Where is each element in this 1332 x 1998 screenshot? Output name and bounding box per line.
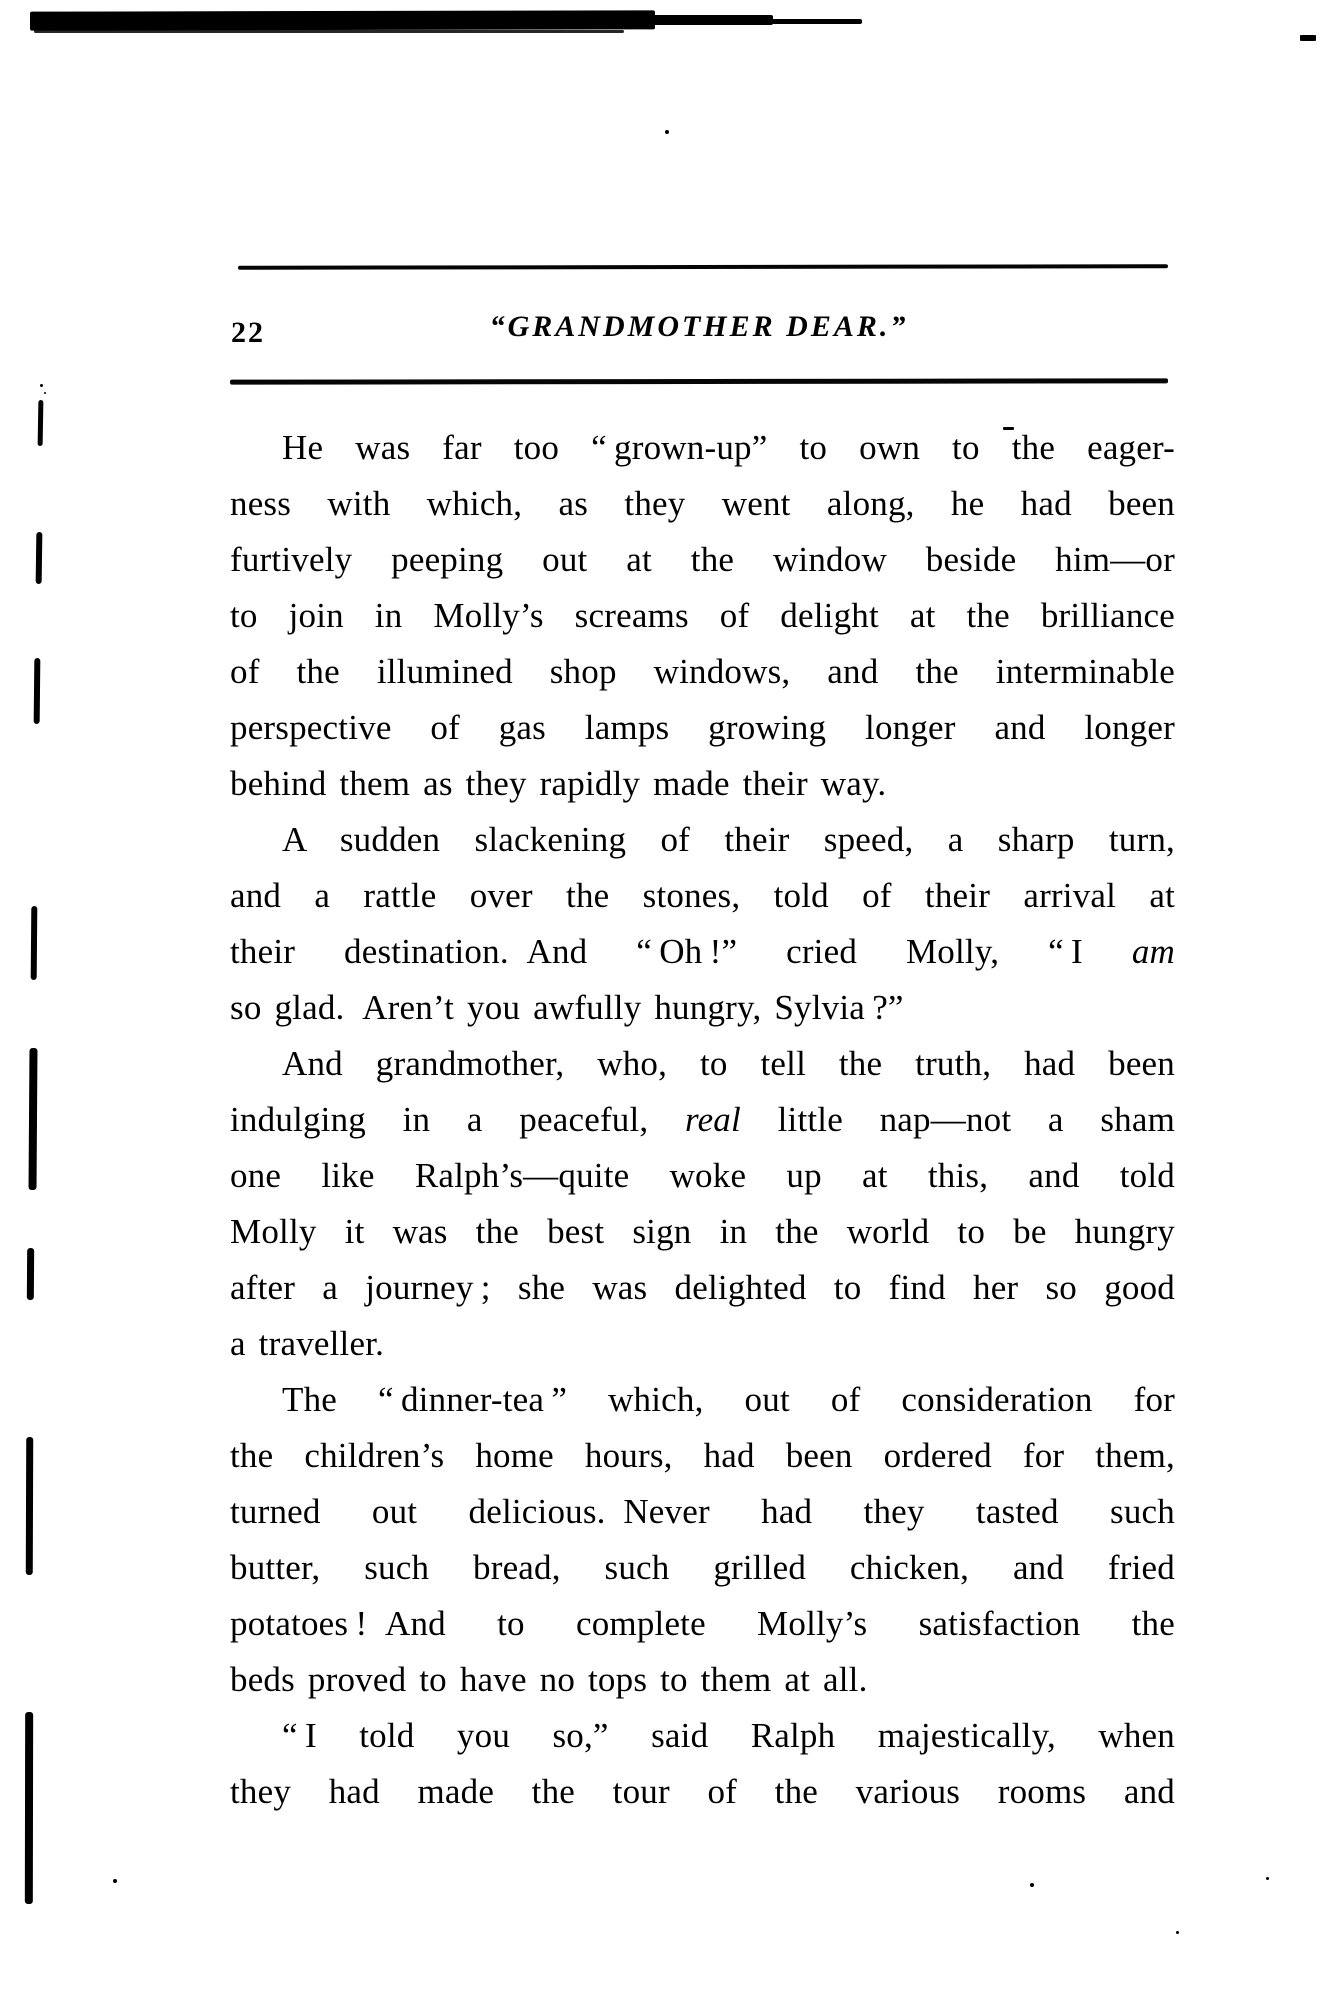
- text-line: [230, 532, 1175, 588]
- text-segment: their destination. And “ Oh !” cried Molly, “ I: [230, 932, 1132, 971]
- text-line: [230, 1036, 1175, 1092]
- text-line: [230, 1652, 1175, 1708]
- text-segment: after a journey ; she was delighted to find her so good: [230, 1268, 1175, 1307]
- ink-speck: [1176, 1931, 1179, 1934]
- text-segment: the children’s home hours, had been ordered for them,: [230, 1436, 1175, 1475]
- running-title: “GRANDMOTHER DEAR.”: [489, 310, 909, 343]
- margin-smudge: [25, 1712, 33, 1904]
- ink-speck: [1030, 1883, 1034, 1887]
- text-line: [230, 1092, 1175, 1148]
- text-line: [230, 756, 1175, 812]
- text-line: [230, 1764, 1175, 1820]
- ink-speck: [44, 392, 46, 394]
- text-line: [230, 812, 1175, 868]
- margin-smudge: [38, 400, 44, 446]
- text-segment: He was far too “ grown-up” to own to the eager-: [282, 428, 1175, 467]
- text-segment: furtively peeping out at the window beside him—or: [230, 540, 1175, 579]
- text-line: [230, 1204, 1175, 1260]
- text-segment: little nap—not a sham: [740, 1100, 1176, 1139]
- emphasized-word: real: [685, 1100, 741, 1139]
- text-segment: The “ dinner-tea ” which, out of consideration for: [282, 1380, 1175, 1419]
- text-segment: a traveller.: [230, 1324, 385, 1363]
- text-segment: indulging in a peaceful,: [230, 1100, 686, 1139]
- text-line: [230, 1540, 1175, 1596]
- header-rule-bottom: [230, 378, 1168, 384]
- text-segment: Molly it was the best sign in the world to be hungry: [230, 1212, 1175, 1251]
- text-line: [230, 1484, 1175, 1540]
- text-line: [230, 1316, 1175, 1372]
- text-segment: potatoes ! And to complete Molly’s satisfaction the: [230, 1604, 1175, 1643]
- text-line: [230, 1372, 1175, 1428]
- text-segment: they had made the tour of the various rooms and: [230, 1772, 1175, 1811]
- text-segment: so glad. Aren’t you awfully hungry, Sylvia ?”: [230, 988, 904, 1027]
- text-segment: beds proved to have no tops to them at all.: [230, 1660, 868, 1699]
- text-line: [230, 924, 1175, 980]
- text-line: [230, 700, 1175, 756]
- text-line: [230, 1148, 1175, 1204]
- text-segment: And grandmother, who, to tell the truth, had been: [282, 1044, 1175, 1083]
- ink-speck: [1266, 1877, 1269, 1880]
- ink-speck: [1300, 35, 1316, 41]
- text-line: [230, 476, 1175, 532]
- scan-artifact-top-bar: [30, 10, 655, 30]
- scan-artifact-top-bar-tail: [766, 19, 862, 24]
- text-segment: behind them as they rapidly made their way.: [230, 764, 887, 803]
- margin-smudge: [34, 658, 41, 724]
- text-line: [230, 1708, 1175, 1764]
- text-segment: butter, such bread, such grilled chicken, and fried: [230, 1548, 1175, 1587]
- text-segment: to join in Molly’s screams of delight at the brilliance: [230, 596, 1175, 635]
- text-segment: one like Ralph’s—quite woke up at this, and told: [230, 1156, 1175, 1195]
- margin-smudge: [29, 1048, 38, 1190]
- text-segment: perspective of gas lamps growing longer and longer: [230, 708, 1175, 747]
- text-segment: A sudden slackening of their speed, a sharp turn,: [282, 820, 1175, 859]
- scan-artifact-top-bar-taper: [648, 15, 773, 25]
- text-block: [230, 420, 1175, 1820]
- margin-smudge: [36, 532, 43, 584]
- ink-speck: [40, 384, 43, 387]
- ink-speck: [113, 1879, 117, 1883]
- emphasized-word: am: [1131, 932, 1175, 971]
- text-line: [230, 1428, 1175, 1484]
- margin-smudge: [31, 906, 38, 980]
- text-line: [230, 1596, 1175, 1652]
- text-line: [230, 980, 1175, 1036]
- scan-artifact-top-bar-speckle: [34, 30, 624, 33]
- text-segment: ness with which, as they went along, he had been: [230, 484, 1175, 523]
- text-line: [230, 868, 1175, 924]
- text-segment: turned out delicious. Never had they tasted such: [230, 1492, 1175, 1531]
- text-line: [230, 1260, 1175, 1316]
- text-line: [230, 420, 1175, 476]
- header-rule-top: [238, 264, 1168, 270]
- ink-speck: [665, 130, 669, 134]
- text-segment: of the illumined shop windows, and the interminable: [230, 652, 1175, 691]
- page-number: 22: [231, 316, 265, 349]
- margin-smudge: [26, 1437, 33, 1575]
- text-segment: and a rattle over the stones, told of their arrival at: [230, 876, 1175, 915]
- text-line: [230, 644, 1175, 700]
- text-segment: “ I told you so,” said Ralph majestically, when: [282, 1716, 1175, 1755]
- margin-smudge: [27, 1248, 34, 1300]
- text-line: [230, 588, 1175, 644]
